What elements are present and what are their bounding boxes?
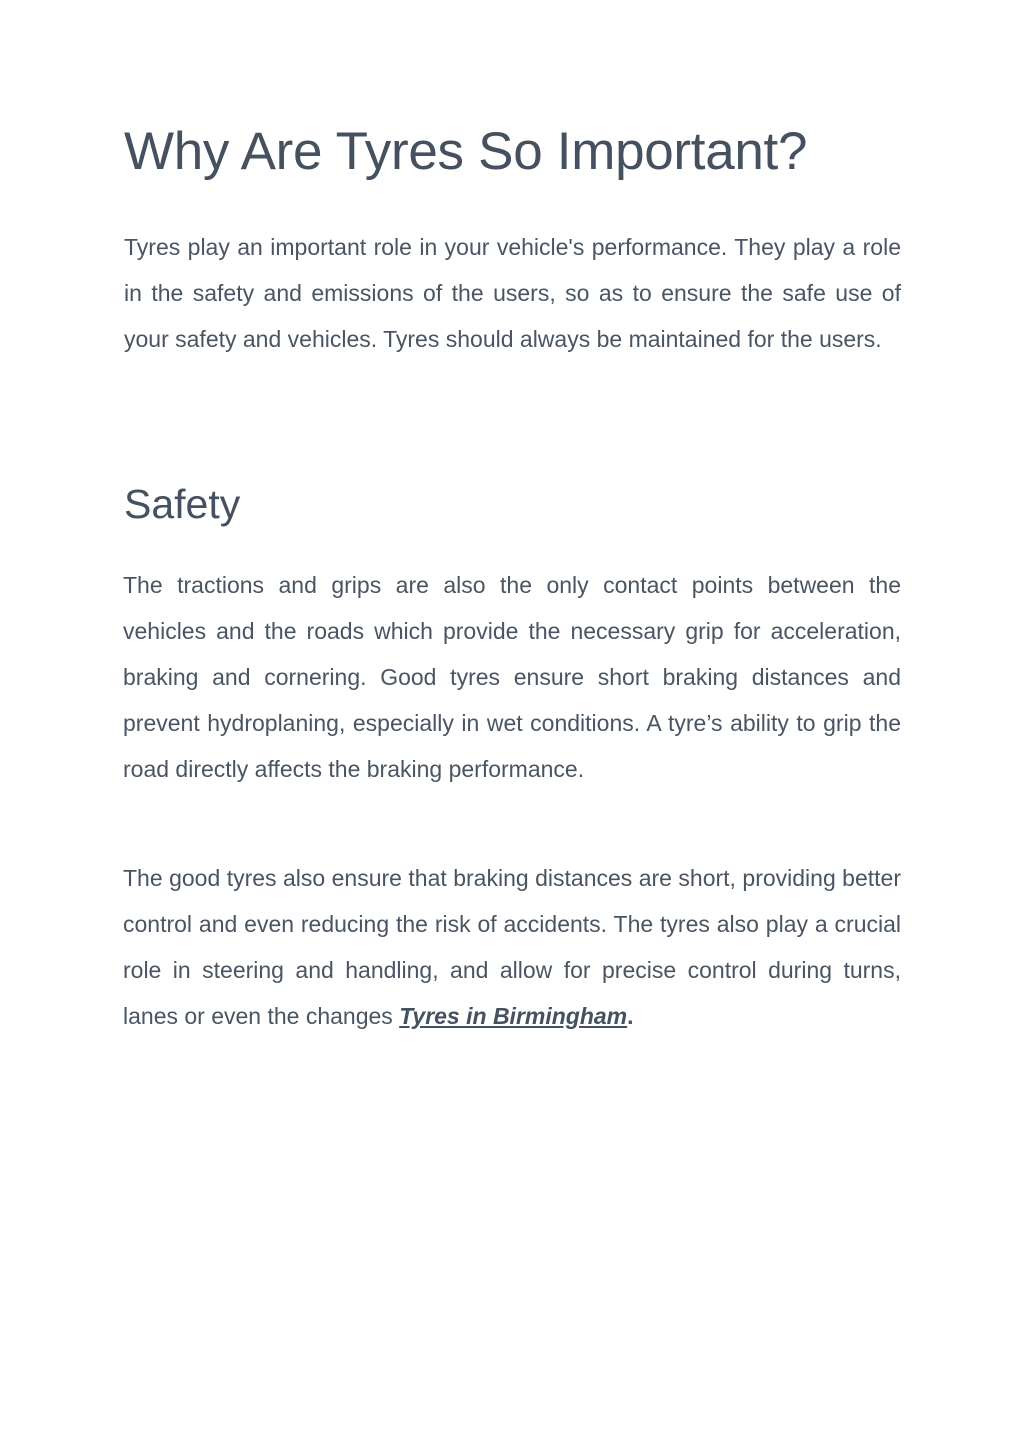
intro-paragraph: Tyres play an important role in your vehicle's performance. They play a role in the safety and emissions of the users, so as to ensure the safe use of your safety and vehicles. Tyres should always be maintained for the users.: [124, 234, 901, 352]
safety-paragraph-1: The tractions and grips are also the only contact points between the vehicles and the roads which provide the necessary grip for acceleration, braking and cornering. Good tyres ensure short braking distances and prevent hydroplaning, especially in wet conditions. A tyre’s ability to grip the road directly affects the braking performance.: [123, 572, 901, 782]
safety-paragraph-2-text: The good tyres also ensure that braking distances are short, providing better control and even reducing the risk of accidents. The tyres also play a crucial role in steering and handling, and allow for precise control during turns, lanes or even the changes: [123, 865, 901, 1029]
safety-paragraph-2: [123, 855, 901, 1039]
page-title: Why Are Tyres So Important?: [124, 122, 808, 181]
section-heading-safety: Safety: [124, 481, 241, 527]
trailing-period: .: [627, 1003, 634, 1029]
tyres-in-birmingham-link[interactable]: Tyres in Birmingham: [399, 1003, 628, 1029]
